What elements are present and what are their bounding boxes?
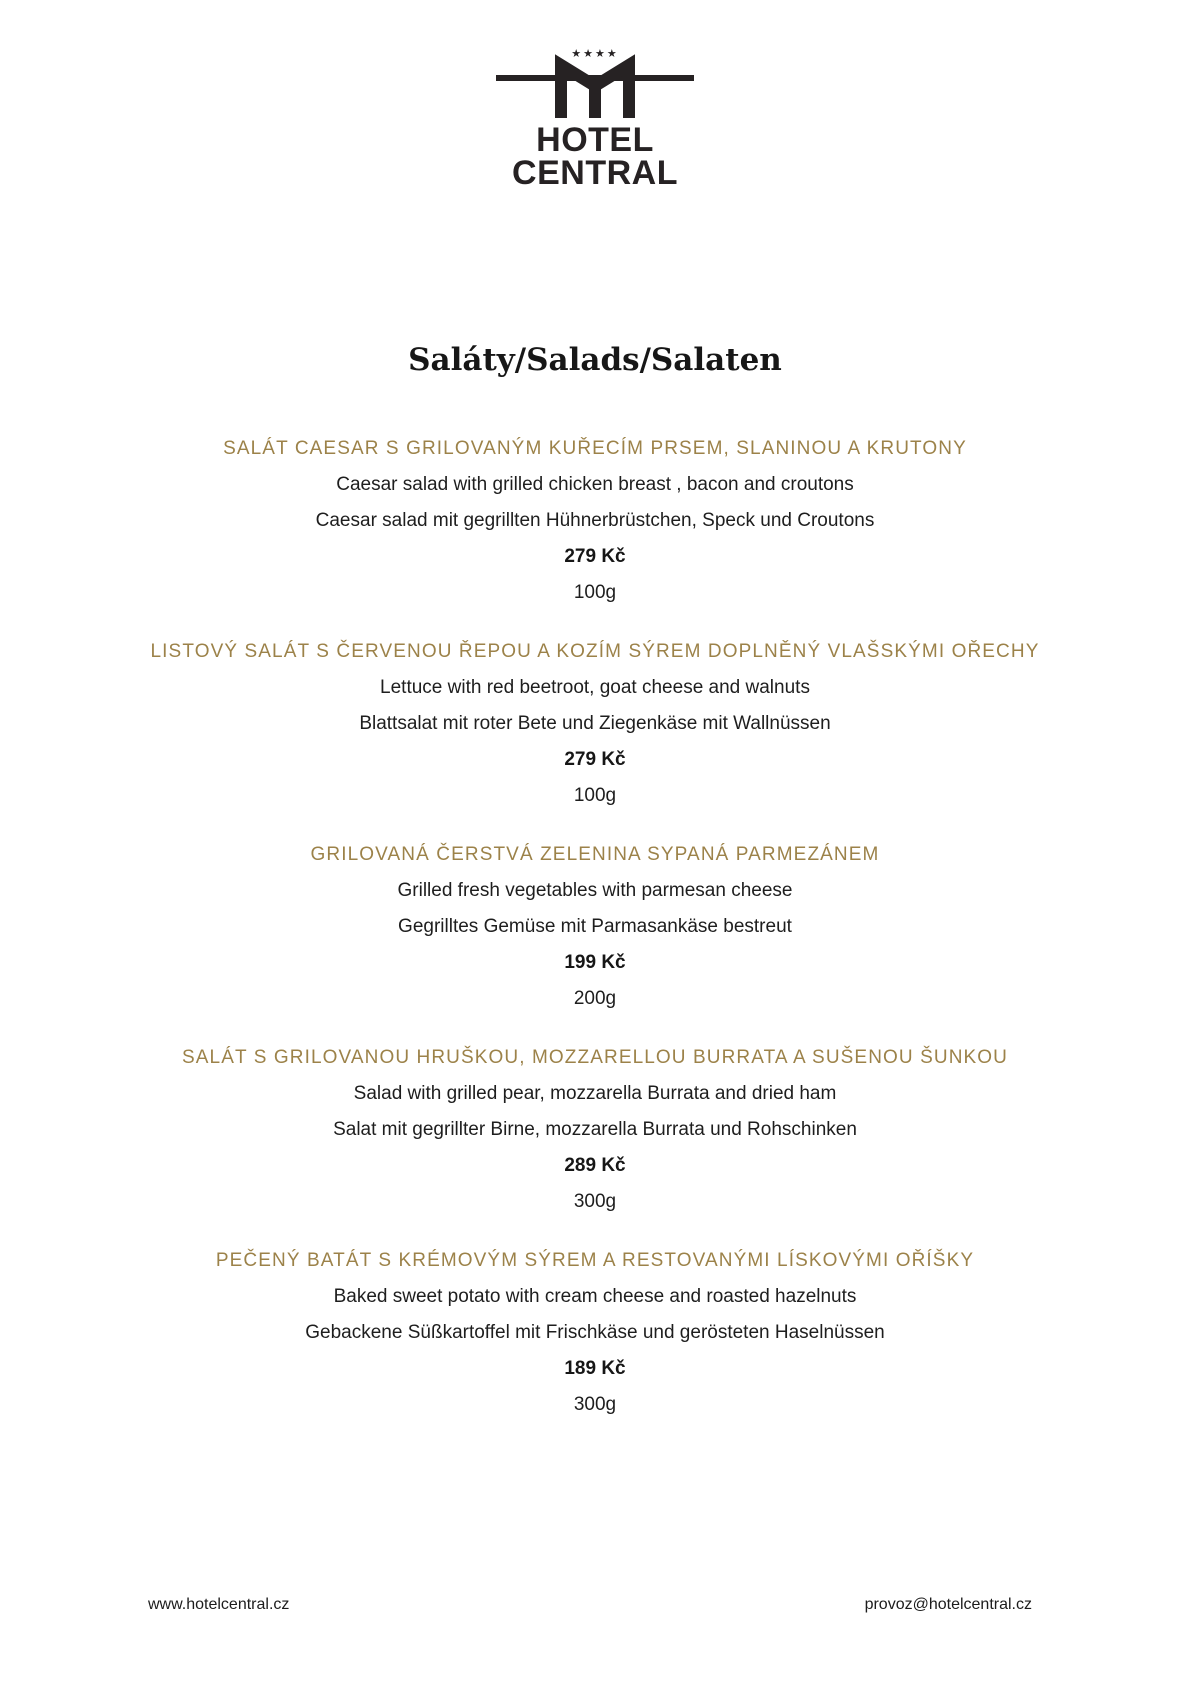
item-weight: 300g [573,1394,617,1415]
item-weight: 200g [573,988,617,1009]
item-name-german: Gegrilltes Gemüse mit Parmasankäse bestreut [398,916,792,937]
item-name-german: Salat mit gegrillter Birne, mozzarella Burrata und Rohschinken [333,1119,857,1140]
item-name-english: Grilled fresh vegetables with parmesan cheese [397,880,793,901]
item-name-english: Caesar salad with grilled chicken breast , bacon and croutons [336,474,854,495]
item-weight: 100g [573,582,617,603]
item-price: 279 Kč [564,749,626,770]
item-name-czech: PEČENÝ BATÁT S KRÉMOVÝM SÝREM A RESTOVANÝMI LÍSKOVÝMI OŘÍŠKY [215,1250,975,1271]
item-price: 279 Kč [564,546,626,567]
item-weight: 300g [573,1191,617,1212]
hotel-central-logo-mark-icon [490,42,700,124]
item-name-czech: SALÁT S GRILOVANOU HRUŠKOU, MOZZARELLOU BURRATA A SUŠENOU ŠUNKOU [182,1047,1008,1068]
logo-stars-icon: ★★★★ [571,48,619,60]
item-name-german: Gebackene Süßkartoffel mit Frischkäse und gerösteten Haselnüssen [305,1322,885,1343]
menu-list [150,430,1040,1423]
footer-email: provoz@hotelcentral.cz [864,1596,1032,1613]
item-name-czech: SALÁT CAESAR S GRILOVANÝM KUŘECÍM PRSEM, SLANINOU A KRUTONY [223,438,967,459]
item-name-german: Caesar salad mit gegrillten Hühnerbrüstchen, Speck und Croutons [315,510,875,531]
footer [148,1596,1032,1614]
item-name-english: Baked sweet potato with cream cheese and roasted hazelnuts [333,1286,857,1307]
item-name-czech: LISTOVÝ SALÁT S ČERVENOU ŘEPOU A KOZÍM SÝREM DOPLNĚNÝ VLAŠSKÝMI OŘECHY [150,641,1040,662]
item-name-english: Salad with grilled pear, mozzarella Burrata and dried ham [353,1083,837,1104]
item-name-english: Lettuce with red beetroot, goat cheese and walnuts [380,677,810,698]
item-price: 199 Kč [564,952,626,973]
item-name-czech: GRILOVANÁ ČERSTVÁ ZELENINA SYPANÁ PARMEZÁNEM [310,844,880,865]
footer-website: www.hotelcentral.cz [148,1596,290,1613]
logo-word-hotel: HOTEL [536,121,654,159]
item-name-german: Blattsalat mit roter Bete und Ziegenkäse mit Wallnüssen [359,713,831,734]
menu-item-grilled-vegetables [150,836,1040,1017]
menu-item-caesar-salad [150,430,1040,611]
menu-page [150,0,1040,1423]
logo-word-central: CENTRAL [512,154,678,192]
item-weight: 100g [573,785,617,806]
item-price: 189 Kč [564,1358,626,1379]
page-title: Saláty/Salads/Salaten [408,342,782,378]
menu-item-beetroot-salad [150,633,1040,814]
menu-item-sweet-potato [150,1242,1040,1423]
hotel-central-logo [150,0,1040,190]
item-price: 289 Kč [564,1155,626,1176]
menu-item-pear-burrata-salad [150,1039,1040,1220]
